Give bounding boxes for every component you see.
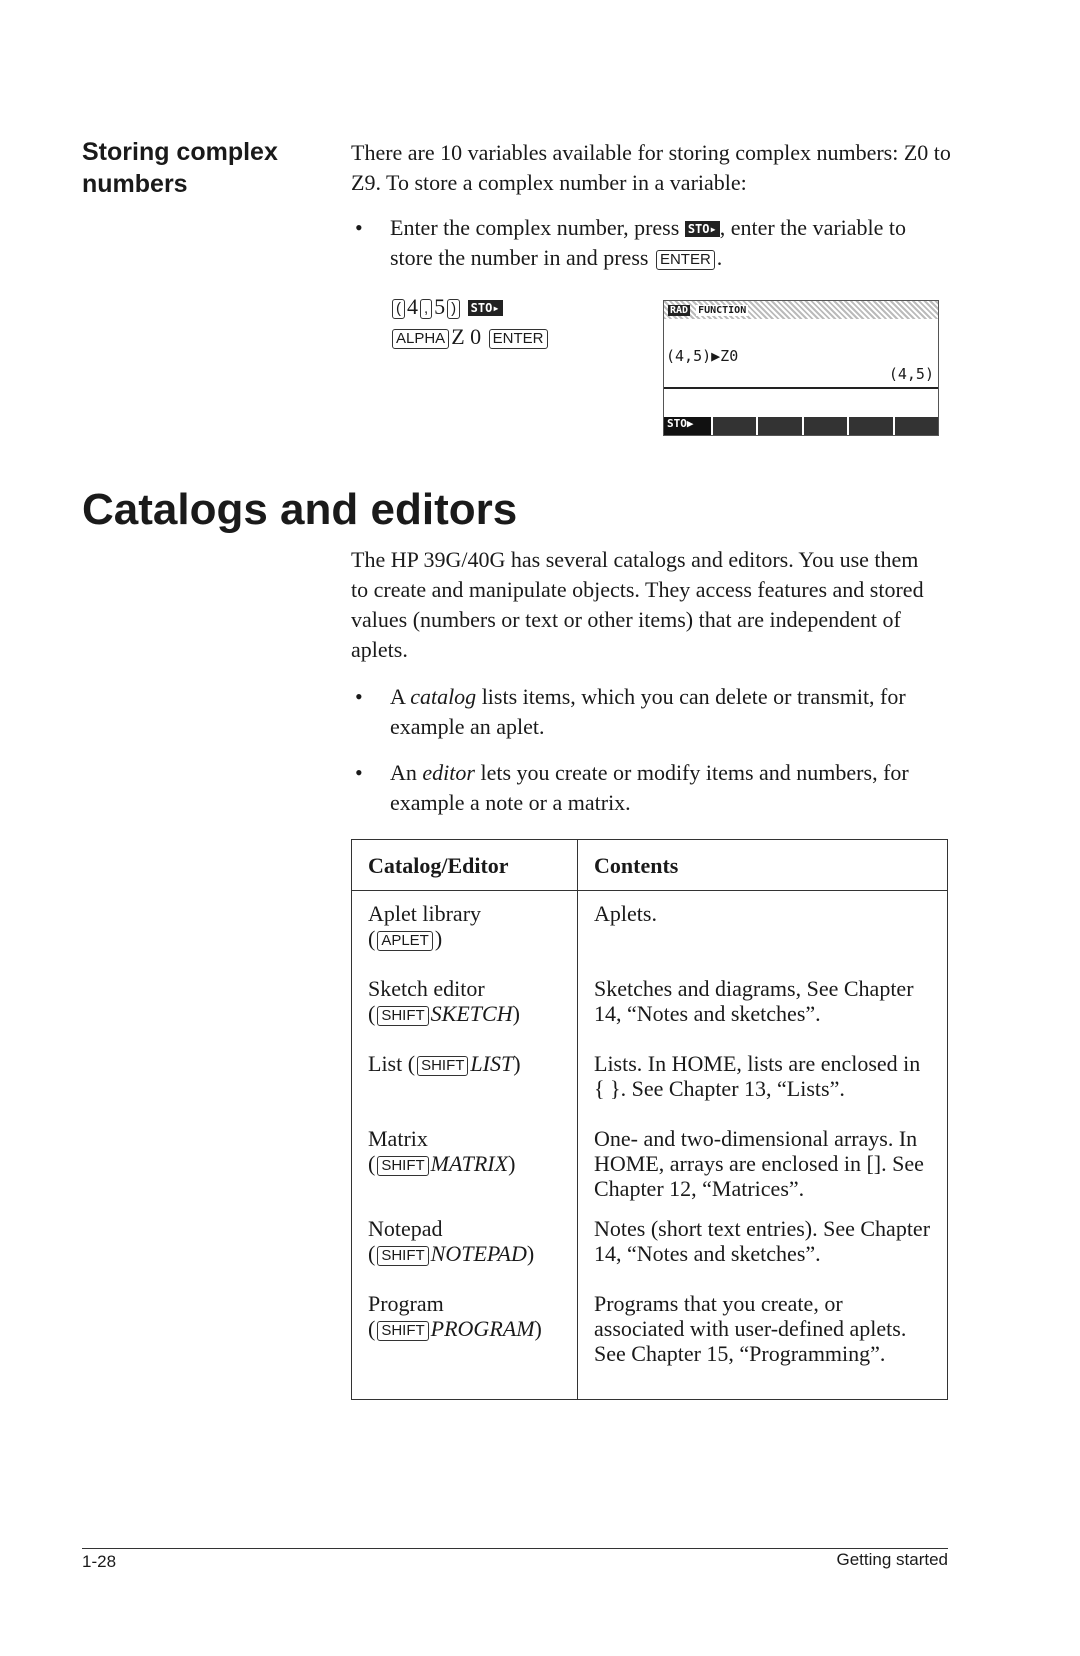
catalog-bullet: • A catalog lists items, which you can delete or transmit, for example an aplet. [355,684,906,739]
keystroke-sequence: ( 4 , 5 ) STO▸ ALPHA Z 0 ENTER [390,292,550,352]
table-row [352,1291,948,1400]
table-row [352,891,948,977]
table-row [352,1051,948,1126]
catalog-name-cell: Matrix ( SHIFT MATRIX) [352,1126,578,1216]
contents-cell: One- and two-dimensional arrays. In HOME, arrays are enclosed in []. See Chapter 12, “Matrices”. [578,1126,948,1216]
catalogs-intro: The HP 39G/40G has several catalogs and editors. You use them to create and manipulate objects. They access features and stored values (numbers or text or other items) that are independent of aplets. [351,547,924,662]
contents-cell: Sketches and diagrams, See Chapter 14, “Notes and sketches”. [578,976,948,1051]
table-row [352,1216,948,1291]
catalog-name-cell: List ( SHIFT LIST) [352,1051,578,1126]
catalog-name-cell: Notepad ( SHIFT NOTEPAD) [352,1216,578,1291]
chapter-name: Getting started [836,1550,948,1569]
catalog-table: Catalog/Editor Contents Aplet library ( APLET ) Aplets. Sketch editor ( SHIFT SKETCH) Sketches and diagrams, See Chapter 14, “Notes and sketches”. List ( SHIFT LIST) Lists. In HOME, lists are enclosed in { }. See Chapter 13, “Lists”. Matrix ( SHIFT MATRIX) One- and two-dimensional arrays. In HOME, arrays are enclosed in []. See Chapter 12, “Matrices”. Notepad ( SHIFT NOTEPAD) Notes (short text entries). See Chapter 14, “Notes and sketches”. Program ( SHIFT PROGRAM) Programs that you create, or associated with user-defined aplets. See Chapter 15, “Programming”. [351,839,948,1400]
catalog-name-cell: Program ( SHIFT PROGRAM) [352,1291,578,1400]
page-number: 1-28 [82,1552,117,1571]
storing-bullet: • Enter the complex number, press STO▸ , enter the variable to store the number in and press ENTER . [355,215,907,270]
editor-bullet: • An editor lets you create or modify items and numbers, for example a note or a matrix. [355,760,909,815]
calculator-screen: RAD FUNCTION (4,5)▶Z0 (4,5) STO▶ [663,300,939,436]
contents-cell: Lists. In HOME, lists are enclosed in { }. See Chapter 13, “Lists”. [578,1051,948,1126]
enter-key: ENTER [656,250,715,270]
contents-cell: Aplets. [578,891,948,977]
storing-intro: There are 10 variables available for storing complex numbers: Z0 to Z9. To store a complex number in a variable: [351,140,951,195]
sto-softkey: STO▸ [685,221,720,237]
table-row [352,976,948,1051]
section-heading-storing-complex: Storing complex numbers [82,138,278,198]
contents-cell: Programs that you create, or associated with user-defined aplets. See Chapter 15, “Programming”. [578,1291,948,1400]
catalog-name-cell: Sketch editor ( SHIFT SKETCH) [352,976,578,1051]
table-row [352,1126,948,1216]
section-heading-catalogs: Catalogs and editors [82,485,518,534]
catalog-name-cell: Aplet library ( APLET ) [352,891,578,977]
contents-cell: Notes (short text entries). See Chapter 14, “Notes and sketches”. [578,1216,948,1291]
footer-rule [82,1548,948,1549]
softkey-menu: STO▶ [664,417,938,435]
